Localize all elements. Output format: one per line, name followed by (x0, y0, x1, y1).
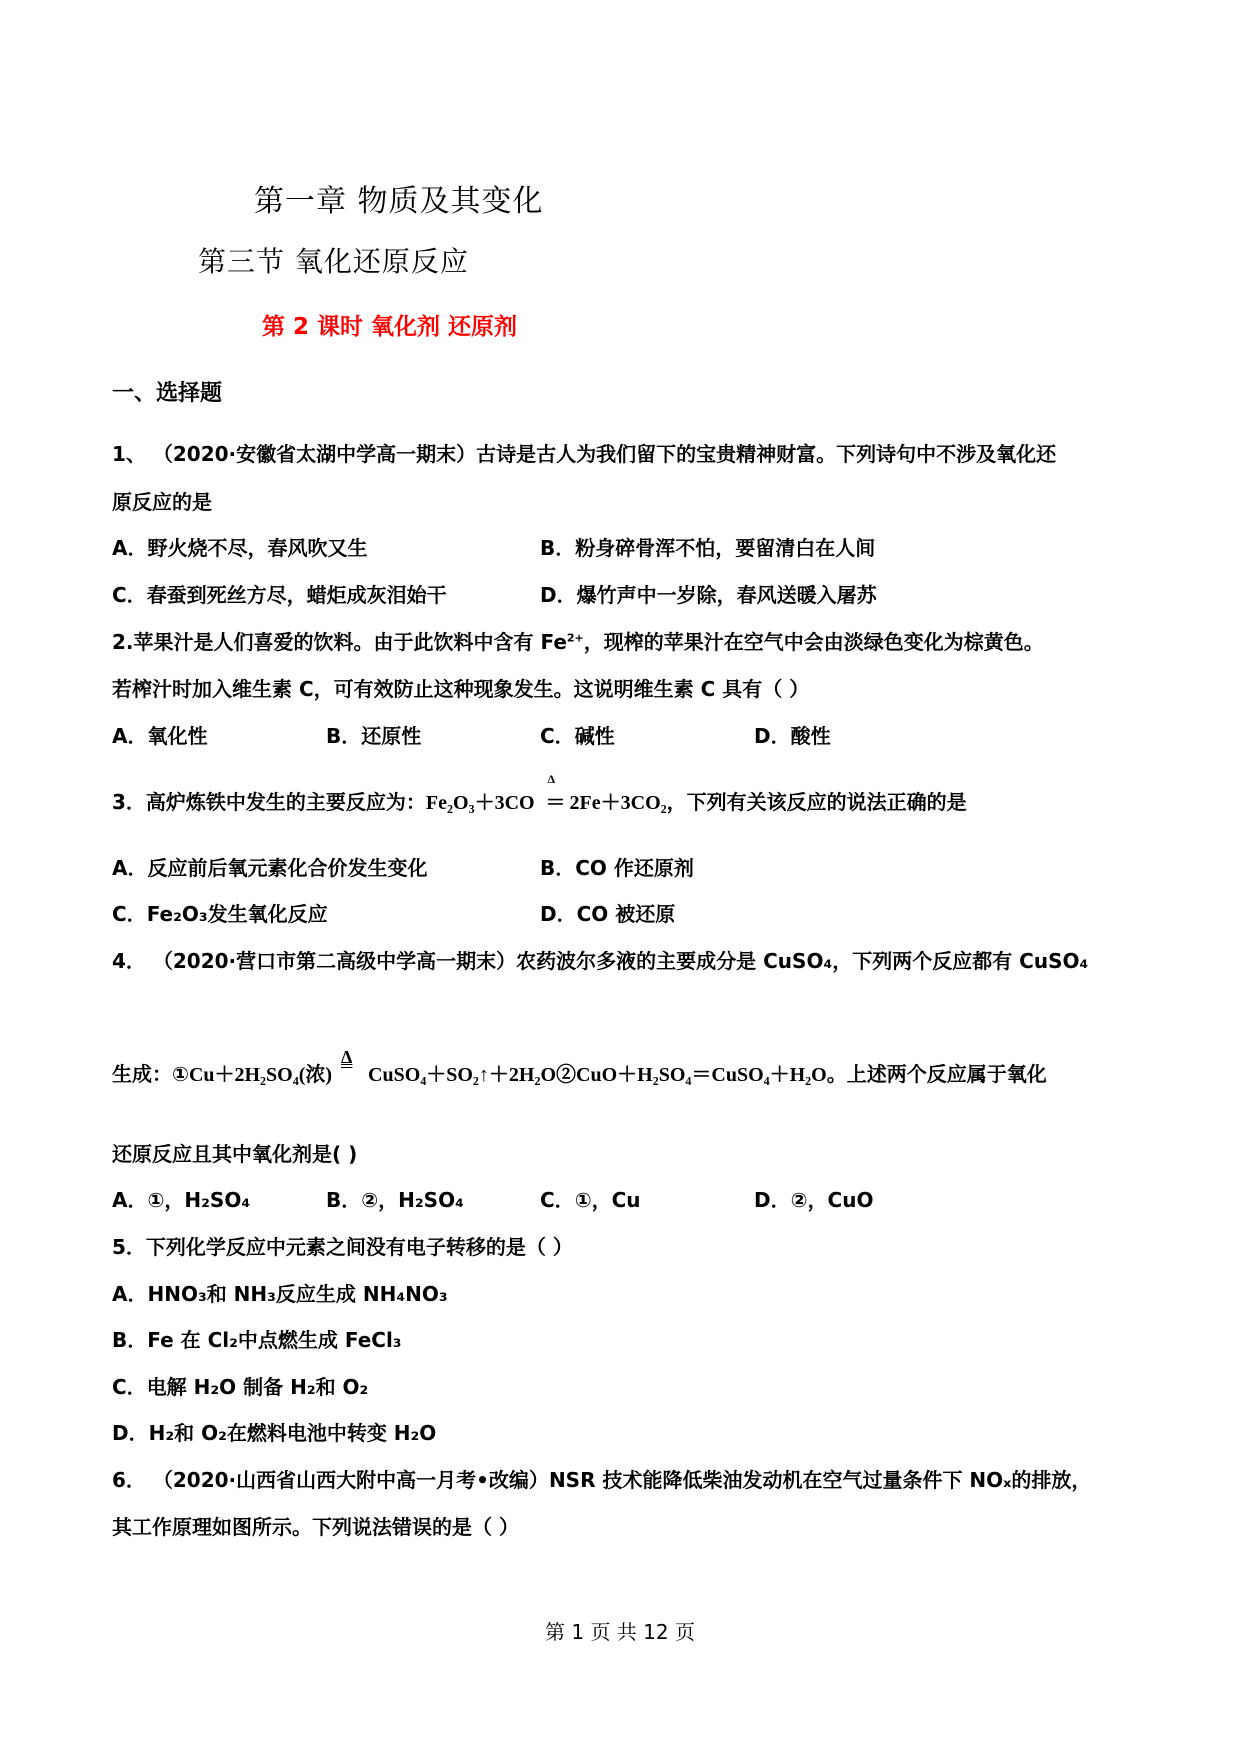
question-number: 4． (112, 949, 146, 973)
option-c: C．①，Cu (540, 1188, 641, 1212)
option-a: A．氧化性 (112, 724, 208, 748)
equation-left: Fe₂O₃＋3CO (425, 792, 535, 814)
option-a: A．①，H₂SO₄ (112, 1188, 251, 1212)
heat-condition-icon: Δ (341, 1047, 353, 1067)
question-number: 2. (112, 630, 134, 654)
option-d: D．H₂和 O₂在燃料电池中转变 H₂O (112, 1421, 437, 1445)
question-source: （2020·山西省山西大附中高一月考•改编） (152, 1468, 549, 1492)
option-c: C．春蚕到死丝方尽，蜡炬成灰泪始干 (112, 583, 447, 607)
question-2-line-1: 2.苹果汁是人们喜爱的饮料。由于此饮料中含有 $Fe^{2+}$，现榨的苹果汁在空气中会由淡绿色变化为棕黄色。 (112, 630, 1044, 654)
lesson-title: 第 2 课时 氧化剂 还原剂 (262, 314, 518, 340)
question-stem: 古诗是古人为我们留下的宝贵精神财富。下列诗句中不涉及氧化还 (476, 442, 1057, 466)
question-6-line-1: 6． （2020·山西省山西大附中高一月考•改编）NSR 技术能降低柴油发动机在空气过量条件下 NOₓ的排放， (112, 1468, 1092, 1492)
question-1-line-1 (112, 438, 1056, 467)
option-b: B．还原性 (326, 724, 422, 748)
question-source: （2020·安徽省太湖中学高一期末） (152, 442, 477, 466)
option-d: D．②，CuO (754, 1188, 874, 1212)
option-a: A．野火烧不尽，春风吹又生 (112, 536, 368, 560)
question-number: 3． (112, 790, 146, 814)
option-b: B．粉身碎骨浑不怕，要留清白在人间 (540, 536, 876, 560)
option-b: B．CO 作还原剂 (540, 856, 694, 880)
question-2-line-2: 若榨汁时加入维生素 C，可有效防止这种现象发生。这说明维生素 C 具有（ ） (112, 677, 810, 701)
heat-condition-icon: Δ (547, 772, 556, 786)
option-a: A．HNO₃和 NH₃反应生成 NH₄NO₃ (112, 1282, 448, 1306)
equation-1-left: Cu＋2H₂SO₄(浓) (188, 1064, 333, 1086)
question-1-line-2: 原反应的是 (112, 490, 212, 514)
equation-1-right: CuSO₄＋SO₂↑＋2H₂O (368, 1064, 557, 1086)
option-b: B．②，H₂SO₄ (326, 1188, 464, 1212)
question-6-line-2: 其工作原理如图所示。下列说法错误的是（ ） (112, 1515, 519, 1539)
option-c: C．电解 H₂O 制备 H₂和 O₂ (112, 1375, 369, 1399)
question-5-line-1: 5．下列化学反应中元素之间没有电子转移的是（ ） (112, 1235, 573, 1259)
page-number: 第 1 页 共 12 页 (545, 1620, 695, 1644)
question-3-line-1: 3．高炉炼铁中发生的主要反应为：Fe₂O₃＋3CO Δ ＝ 2Fe＋3CO₂，下列有关该反应的说法正确的是 (112, 772, 967, 814)
section-title: 第三节 氧化还原反应 (198, 245, 469, 278)
equation-right: 2Fe＋3CO₂ (569, 792, 667, 814)
option-d: D．爆竹声中一岁除，春风送暖入屠苏 (540, 583, 877, 607)
option-b: B．Fe 在 Cl₂中点燃生成 FeCl₃ (112, 1328, 402, 1352)
question-source: （2020·营口市第二高级中学高一期末） (152, 949, 517, 973)
question-4-line-2: 生成：①Cu＋2H₂SO₄(浓) Δ CuSO₄＋SO₂↑＋2H₂O②CuO＋H₂SO₄＝CuSO₄＋H₂O。上述两个反应属于氧化 (112, 1047, 1047, 1086)
option-d: D．CO 被还原 (540, 902, 676, 926)
chapter-title: 第一章 物质及其变化 (254, 184, 544, 219)
option-c: C．Fe₂O₃发生氧化反应 (112, 902, 328, 926)
question-number: 6． (112, 1468, 146, 1492)
question-4-line-1: 4． （2020·营口市第二高级中学高一期末）农药波尔多液的主要成分是 CuSO₄，下列两个反应都有 CuSO₄ (112, 949, 1089, 973)
option-a: A．反应前后氧元素化合价发生变化 (112, 856, 428, 880)
option-c: C．碱性 (540, 724, 615, 748)
equation-2: ②CuO＋H₂SO₄＝CuSO₄＋H₂O (556, 1064, 827, 1086)
equation-sign: Δ ＝ (545, 772, 566, 814)
question-number: 1、 (112, 442, 146, 466)
question-type-heading: 一、选择题 (112, 381, 223, 406)
question-4-line-3: 还原反应且其中氧化剂是( ) (112, 1142, 358, 1166)
option-d: D．酸性 (754, 724, 831, 748)
question-number: 5． (112, 1235, 146, 1259)
